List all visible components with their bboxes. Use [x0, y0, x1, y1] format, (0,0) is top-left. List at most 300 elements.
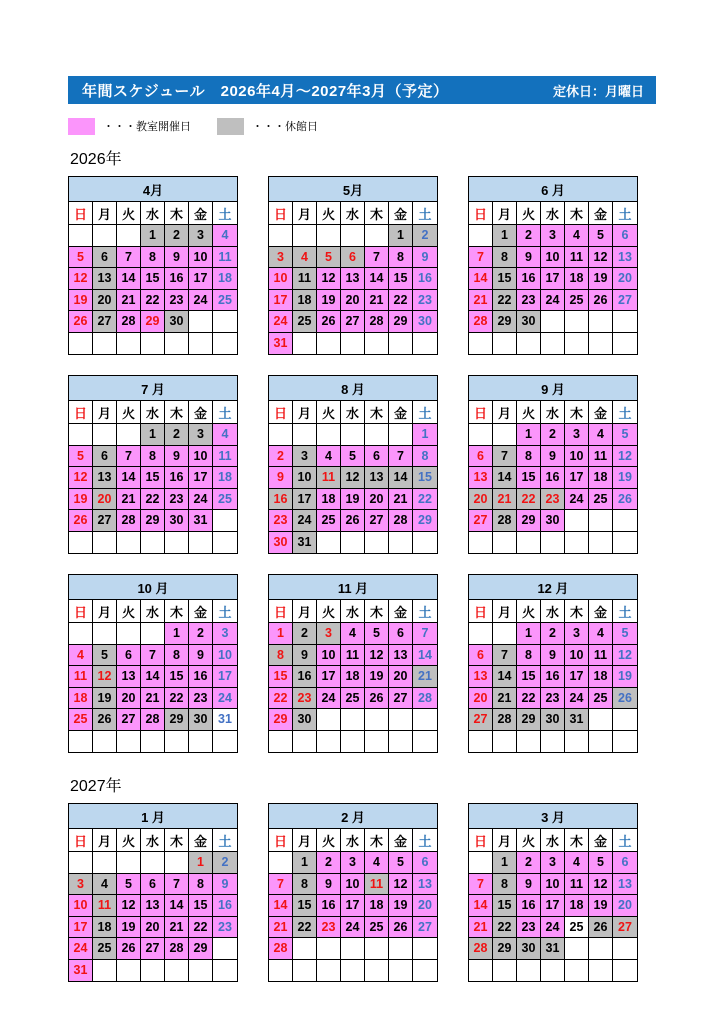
day-cell: 9 — [413, 247, 437, 269]
day-cell: 4 — [69, 645, 93, 667]
day-cell — [141, 960, 165, 982]
weekday-header: 土 — [413, 401, 437, 424]
day-cell: 4 — [589, 623, 613, 645]
day-cell: 1 — [493, 852, 517, 874]
day-cell: 17 — [317, 666, 341, 688]
day-cell — [413, 731, 437, 753]
day-cell: 5 — [365, 623, 389, 645]
day-cell: 19 — [365, 666, 389, 688]
weekday-header: 木 — [365, 600, 389, 623]
day-cell: 3 — [293, 446, 317, 468]
month-calendar — [68, 375, 238, 554]
day-cell: 31 — [213, 709, 237, 731]
day-cell: 16 — [165, 467, 189, 489]
day-cell: 28 — [117, 311, 141, 333]
day-cell: 24 — [565, 489, 589, 511]
weekday-header: 日 — [469, 401, 493, 424]
day-cell: 1 — [165, 623, 189, 645]
day-cell: 2 — [517, 852, 541, 874]
day-cell: 10 — [541, 247, 565, 269]
day-cell — [469, 623, 493, 645]
day-cell: 1 — [517, 623, 541, 645]
weekday-header: 木 — [365, 829, 389, 852]
day-cell — [469, 532, 493, 554]
day-cell: 5 — [589, 852, 613, 874]
day-cell: 15 — [517, 467, 541, 489]
day-cell — [589, 510, 613, 532]
day-cell: 27 — [117, 709, 141, 731]
day-cell: 22 — [165, 688, 189, 710]
day-cell: 26 — [613, 688, 637, 710]
day-cell — [613, 709, 637, 731]
day-cell: 31 — [269, 333, 293, 355]
weekday-header: 水 — [541, 600, 565, 623]
day-cell: 25 — [565, 290, 589, 312]
day-cell — [213, 960, 237, 982]
day-cell: 28 — [117, 510, 141, 532]
day-cell: 20 — [341, 290, 365, 312]
month-title: 5月 — [269, 177, 437, 202]
day-cell: 10 — [213, 645, 237, 667]
day-cell: 10 — [293, 467, 317, 489]
weekday-header: 火 — [117, 401, 141, 424]
month-calendar — [468, 176, 638, 355]
day-cell: 5 — [613, 623, 637, 645]
day-cell: 21 — [117, 489, 141, 511]
day-cell: 4 — [213, 225, 237, 247]
day-cell: 30 — [517, 311, 541, 333]
day-cell — [541, 311, 565, 333]
month-calendar — [268, 375, 438, 554]
day-cell: 20 — [141, 917, 165, 939]
day-cell: 7 — [493, 645, 517, 667]
day-cell: 5 — [69, 247, 93, 269]
day-cell: 14 — [165, 895, 189, 917]
weekday-header: 日 — [69, 829, 93, 852]
day-cell — [541, 333, 565, 355]
day-cell: 17 — [69, 917, 93, 939]
day-cell: 4 — [589, 424, 613, 446]
day-cell: 15 — [141, 467, 165, 489]
day-cell: 12 — [389, 874, 413, 896]
day-cell — [117, 960, 141, 982]
day-cell: 17 — [213, 666, 237, 688]
day-cell: 18 — [589, 467, 613, 489]
day-cell: 13 — [141, 895, 165, 917]
weekday-header: 火 — [317, 600, 341, 623]
day-cell: 9 — [269, 467, 293, 489]
day-cell: 21 — [493, 489, 517, 511]
day-cell: 26 — [589, 917, 613, 939]
day-cell: 23 — [165, 489, 189, 511]
day-cell — [141, 532, 165, 554]
day-cell: 20 — [389, 666, 413, 688]
weekday-header: 土 — [213, 202, 237, 225]
weekday-header: 月 — [493, 600, 517, 623]
day-cell — [389, 424, 413, 446]
day-cell — [413, 333, 437, 355]
day-cell: 28 — [469, 938, 493, 960]
day-cell — [493, 333, 517, 355]
day-cell: 6 — [141, 874, 165, 896]
weekday-header: 水 — [141, 829, 165, 852]
weekday-header: 金 — [189, 829, 213, 852]
day-cell: 14 — [469, 268, 493, 290]
day-cell: 14 — [269, 895, 293, 917]
day-cell: 20 — [613, 268, 637, 290]
weekday-header: 水 — [541, 202, 565, 225]
day-cell: 25 — [213, 290, 237, 312]
day-cell: 14 — [413, 645, 437, 667]
day-cell — [165, 960, 189, 982]
day-cell: 6 — [469, 446, 493, 468]
weekday-header: 木 — [165, 829, 189, 852]
day-cell: 23 — [317, 917, 341, 939]
day-cell — [613, 938, 637, 960]
day-cell — [589, 333, 613, 355]
day-cell: 22 — [141, 290, 165, 312]
weekday-header: 土 — [413, 829, 437, 852]
day-cell — [213, 938, 237, 960]
day-cell: 18 — [293, 290, 317, 312]
day-cell: 9 — [541, 645, 565, 667]
day-cell — [389, 938, 413, 960]
day-cell: 8 — [517, 645, 541, 667]
day-cell — [317, 333, 341, 355]
day-cell: 12 — [341, 467, 365, 489]
day-cell: 12 — [589, 247, 613, 269]
month-title: 7 月 — [69, 376, 237, 401]
calendar-row — [68, 574, 656, 753]
day-cell: 21 — [493, 688, 517, 710]
day-cell — [541, 532, 565, 554]
day-cell — [141, 731, 165, 753]
day-cell: 17 — [269, 290, 293, 312]
month-calendar — [268, 574, 438, 753]
day-cell: 13 — [117, 666, 141, 688]
day-cell: 19 — [589, 895, 613, 917]
day-cell: 27 — [613, 290, 637, 312]
page-title: 年間スケジュール 2026年4月～2027年3月（予定） — [82, 82, 449, 100]
day-cell: 8 — [269, 645, 293, 667]
day-cell — [189, 311, 213, 333]
day-cell: 20 — [413, 895, 437, 917]
day-cell: 24 — [341, 917, 365, 939]
weekday-header: 土 — [613, 829, 637, 852]
weekday-header: 金 — [189, 600, 213, 623]
day-cell — [413, 938, 437, 960]
day-cell — [565, 938, 589, 960]
day-cell — [613, 960, 637, 982]
day-cell: 23 — [517, 290, 541, 312]
day-cell: 12 — [69, 467, 93, 489]
day-cell: 4 — [317, 446, 341, 468]
weekday-header: 日 — [269, 829, 293, 852]
day-cell: 27 — [341, 311, 365, 333]
day-cell: 15 — [189, 895, 213, 917]
day-cell: 11 — [317, 467, 341, 489]
day-cell — [213, 532, 237, 554]
day-cell: 30 — [541, 709, 565, 731]
weekday-header: 月 — [93, 829, 117, 852]
weekday-header: 月 — [93, 202, 117, 225]
day-cell: 9 — [213, 874, 237, 896]
day-cell: 25 — [589, 489, 613, 511]
day-cell: 19 — [389, 895, 413, 917]
day-cell — [613, 731, 637, 753]
day-cell: 21 — [165, 917, 189, 939]
day-cell: 31 — [69, 960, 93, 982]
day-cell: 7 — [469, 874, 493, 896]
day-cell: 24 — [189, 290, 213, 312]
day-cell: 17 — [565, 666, 589, 688]
day-cell: 8 — [165, 645, 189, 667]
day-cell: 10 — [565, 446, 589, 468]
day-cell: 16 — [293, 666, 317, 688]
day-cell: 29 — [389, 311, 413, 333]
day-cell: 29 — [141, 510, 165, 532]
closed-day-label: ・・・休館日 — [252, 121, 318, 133]
day-cell: 11 — [589, 446, 613, 468]
day-cell: 27 — [93, 311, 117, 333]
closed-day-note: 定休日：月曜日 — [552, 83, 644, 99]
day-cell: 5 — [341, 446, 365, 468]
day-cell: 28 — [365, 311, 389, 333]
day-cell: 29 — [493, 938, 517, 960]
day-cell — [213, 731, 237, 753]
day-cell: 28 — [141, 709, 165, 731]
day-cell: 2 — [189, 623, 213, 645]
weekday-header: 土 — [213, 401, 237, 424]
weekday-header: 土 — [213, 829, 237, 852]
weekday-header: 金 — [189, 401, 213, 424]
day-cell — [93, 532, 117, 554]
day-cell: 27 — [365, 510, 389, 532]
weekday-header: 木 — [565, 202, 589, 225]
month-title: 1 月 — [69, 804, 237, 829]
weekday-header: 月 — [93, 600, 117, 623]
day-cell — [565, 960, 589, 982]
weekday-header: 日 — [469, 829, 493, 852]
day-cell: 12 — [613, 446, 637, 468]
day-cell — [341, 333, 365, 355]
day-cell: 28 — [493, 709, 517, 731]
weekday-header: 月 — [93, 401, 117, 424]
day-cell: 11 — [293, 268, 317, 290]
weekday-header: 火 — [317, 202, 341, 225]
day-cell: 1 — [269, 623, 293, 645]
day-cell: 19 — [93, 688, 117, 710]
weekday-header: 月 — [293, 829, 317, 852]
day-cell: 16 — [317, 895, 341, 917]
day-cell: 8 — [141, 247, 165, 269]
day-cell — [341, 532, 365, 554]
weekday-header: 水 — [341, 202, 365, 225]
day-cell — [493, 960, 517, 982]
day-cell: 5 — [317, 247, 341, 269]
year-label: 2027年 — [70, 778, 122, 795]
day-cell: 29 — [189, 938, 213, 960]
day-cell: 11 — [213, 446, 237, 468]
day-cell: 3 — [541, 852, 565, 874]
day-cell: 6 — [413, 852, 437, 874]
day-cell: 3 — [541, 225, 565, 247]
day-cell: 5 — [613, 424, 637, 446]
day-cell: 20 — [469, 688, 493, 710]
day-cell — [341, 709, 365, 731]
day-cell: 17 — [189, 467, 213, 489]
day-cell — [165, 333, 189, 355]
day-cell: 3 — [565, 424, 589, 446]
day-cell — [541, 731, 565, 753]
day-cell: 24 — [293, 510, 317, 532]
month-title: 12 月 — [469, 575, 637, 600]
day-cell: 27 — [413, 917, 437, 939]
month-title: 2 月 — [269, 804, 437, 829]
day-cell: 30 — [189, 709, 213, 731]
day-cell — [317, 532, 341, 554]
weekday-header: 日 — [69, 401, 93, 424]
weekday-header: 水 — [541, 401, 565, 424]
day-cell: 15 — [141, 268, 165, 290]
day-cell: 22 — [493, 917, 517, 939]
day-cell: 11 — [341, 645, 365, 667]
weekday-header: 水 — [141, 202, 165, 225]
day-cell: 13 — [413, 874, 437, 896]
day-cell — [613, 333, 637, 355]
day-cell: 12 — [93, 666, 117, 688]
day-cell: 1 — [293, 852, 317, 874]
day-cell: 6 — [117, 645, 141, 667]
day-cell — [413, 709, 437, 731]
weekday-header: 水 — [341, 600, 365, 623]
day-cell — [389, 960, 413, 982]
day-cell — [613, 532, 637, 554]
day-cell — [293, 424, 317, 446]
day-cell — [93, 424, 117, 446]
weekday-header: 月 — [493, 202, 517, 225]
day-cell: 11 — [213, 247, 237, 269]
day-cell — [469, 852, 493, 874]
day-cell: 10 — [565, 645, 589, 667]
day-cell — [469, 333, 493, 355]
day-cell: 16 — [517, 895, 541, 917]
day-cell — [469, 731, 493, 753]
day-cell: 23 — [541, 688, 565, 710]
day-cell — [69, 225, 93, 247]
day-cell — [69, 731, 93, 753]
month-calendar — [468, 375, 638, 554]
day-cell: 28 — [269, 938, 293, 960]
weekday-header: 金 — [389, 202, 413, 225]
day-cell — [213, 333, 237, 355]
weekday-header: 木 — [365, 401, 389, 424]
day-cell — [365, 731, 389, 753]
day-cell: 16 — [413, 268, 437, 290]
day-cell: 7 — [469, 247, 493, 269]
day-cell — [293, 731, 317, 753]
day-cell — [213, 311, 237, 333]
day-cell: 29 — [141, 311, 165, 333]
weekday-header: 日 — [69, 600, 93, 623]
weekday-header: 水 — [341, 401, 365, 424]
month-title: 11 月 — [269, 575, 437, 600]
day-cell — [165, 532, 189, 554]
day-cell: 7 — [117, 446, 141, 468]
day-cell: 22 — [293, 917, 317, 939]
weekday-header: 金 — [189, 202, 213, 225]
day-cell — [69, 532, 93, 554]
weekday-header: 土 — [613, 401, 637, 424]
day-cell: 28 — [469, 311, 493, 333]
day-cell: 16 — [517, 268, 541, 290]
weekday-header: 土 — [413, 202, 437, 225]
day-cell: 30 — [269, 532, 293, 554]
day-cell: 3 — [317, 623, 341, 645]
weekday-header: 木 — [565, 829, 589, 852]
day-cell — [69, 852, 93, 874]
weekday-header: 火 — [317, 829, 341, 852]
day-cell: 9 — [317, 874, 341, 896]
day-cell — [365, 424, 389, 446]
day-cell: 26 — [317, 311, 341, 333]
day-cell: 15 — [413, 467, 437, 489]
day-cell: 5 — [589, 225, 613, 247]
day-cell: 23 — [293, 688, 317, 710]
day-cell — [389, 333, 413, 355]
month-calendar — [68, 574, 238, 753]
day-cell — [493, 623, 517, 645]
day-cell: 7 — [269, 874, 293, 896]
day-cell — [589, 709, 613, 731]
day-cell: 27 — [93, 510, 117, 532]
day-cell: 3 — [565, 623, 589, 645]
day-cell: 13 — [469, 666, 493, 688]
day-cell: 1 — [517, 424, 541, 446]
day-cell: 17 — [341, 895, 365, 917]
calendar-sections — [68, 146, 656, 982]
day-cell: 26 — [93, 709, 117, 731]
day-cell: 4 — [365, 852, 389, 874]
day-cell — [117, 623, 141, 645]
weekday-header: 火 — [517, 829, 541, 852]
day-cell: 31 — [565, 709, 589, 731]
day-cell: 9 — [165, 247, 189, 269]
day-cell — [141, 623, 165, 645]
day-cell — [117, 333, 141, 355]
weekday-header: 金 — [589, 600, 613, 623]
day-cell: 12 — [365, 645, 389, 667]
weekday-header: 金 — [589, 401, 613, 424]
day-cell: 14 — [469, 895, 493, 917]
day-cell: 20 — [365, 489, 389, 511]
day-cell: 12 — [613, 645, 637, 667]
day-cell: 25 — [69, 709, 93, 731]
day-cell — [141, 333, 165, 355]
day-cell — [613, 311, 637, 333]
day-cell — [493, 532, 517, 554]
day-cell: 30 — [165, 510, 189, 532]
day-cell — [517, 333, 541, 355]
day-cell: 13 — [93, 268, 117, 290]
day-cell: 30 — [293, 709, 317, 731]
weekday-header: 土 — [613, 600, 637, 623]
weekday-header: 金 — [389, 401, 413, 424]
day-cell: 26 — [613, 489, 637, 511]
day-cell: 14 — [117, 467, 141, 489]
day-cell: 24 — [541, 917, 565, 939]
day-cell: 8 — [493, 874, 517, 896]
